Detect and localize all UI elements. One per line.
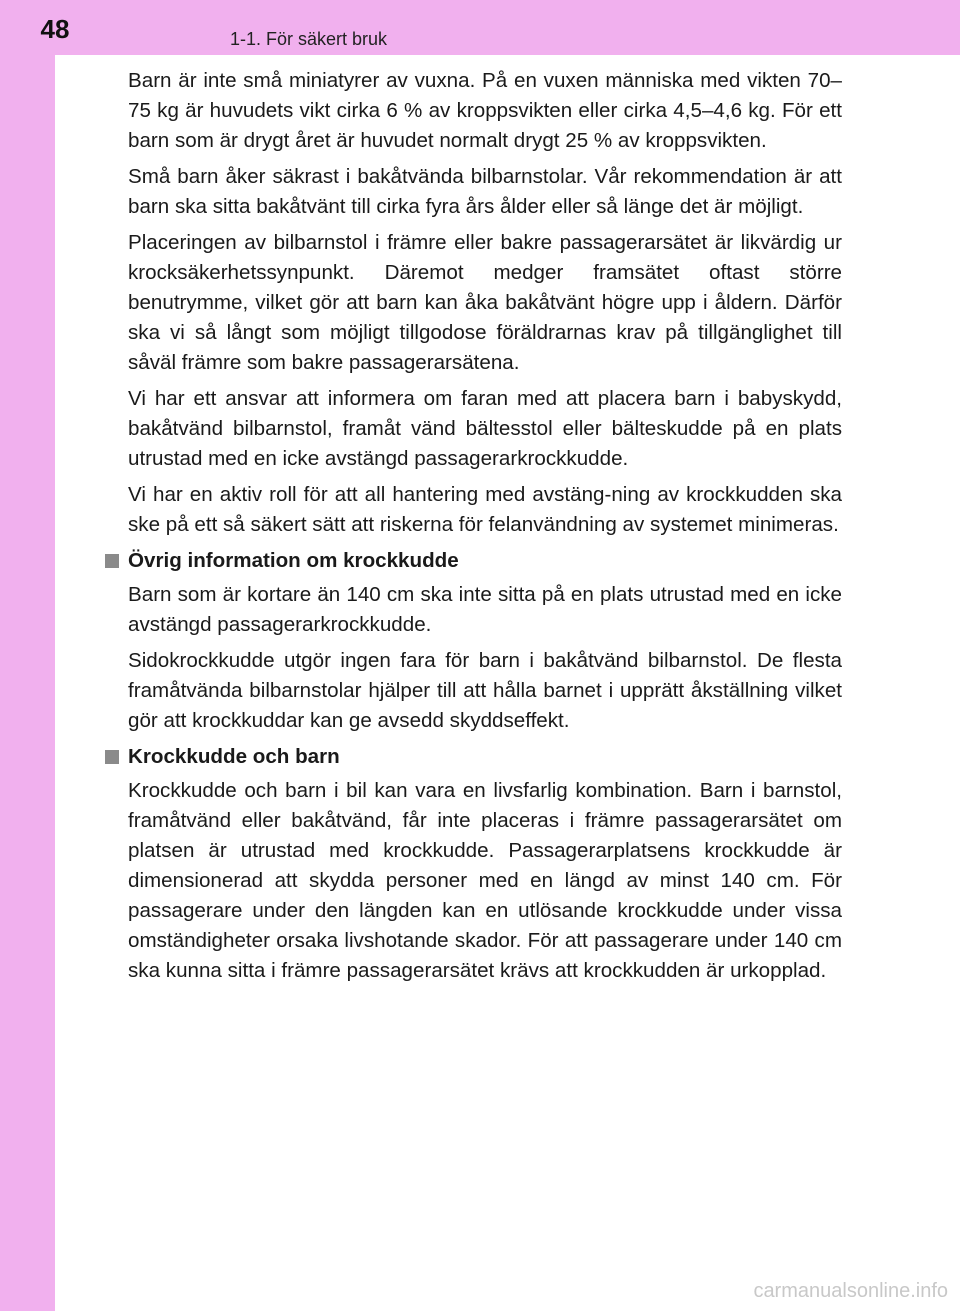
watermark: carmanualsonline.info: [753, 1280, 948, 1302]
page-number: 48: [40, 13, 70, 44]
paragraph: Krockkudde och barn i bil kan vara en livsfarlig kombination. Barn i barnstol, framåtvänd eller bakåtvänd, får inte placeras i främre passagerarsätet om platsen är utrustad med krockkudde. Passagerarplatsens krockkudde är dimensionerad att skydda personer med en längd av minst 140 cm. För passagerare under den längden kan en utlösande krockkudde under vissa omständigheter orsaka livshotande skador. För att passagerare under 140 cm ska kunna sitta i främre passagerarsätet krävs att krockkudden är urkopplad.: [128, 779, 842, 982]
paragraph: Sidokrockkudde utgör ingen fara för barn i bakåtvänd bilbarnstol. De flesta framåtvända bilbarnstolar hjälper till att hålla barnet i upprätt åkställning vilket gör att krockkuddar kan ge avsedd skyddseffekt.: [128, 649, 842, 732]
paragraph: Vi har ett ansvar att informera om faran med att placera barn i babyskydd, bakåtvänd bilbarnstol, framåt vänd bältesstol eller bälteskudde på en plats utrustad med en icke avstängd passagerarkrockkudde.: [128, 387, 842, 470]
paragraph: Barn som är kortare än 140 cm ska inte sitta på en plats utrustad med en icke avstängd passagerarkrockkudde.: [128, 583, 842, 636]
section-heading-text: Krockkudde och barn: [128, 745, 340, 768]
square-bullet-icon: [105, 554, 119, 568]
section-heading-text: Övrig information om krockkudde: [128, 549, 459, 572]
sidebar-band: [0, 0, 55, 1311]
page-header: [55, 0, 960, 57]
paragraph: Placeringen av bilbarnstol i främre eller bakre passagerarsätet är likvärdig ur krocksäkerhetssynpunkt. Däremot medger framsätet oftast större benutrymme, vilket gör att barn kan åka bakåtvänt högre upp i åldern. Därför ska vi så långt som möjligt tillgodose föräldrarnas krav på tillgänglighet till såväl främre som bakre passagerarsätena.: [128, 231, 842, 374]
paragraph: Små barn åker säkrast i bakåtvända bilbarnstolar. Vår rekommendation är att barn ska sitta bakåtvänt till cirka fyra års ålder eller så länge det är möjligt.: [128, 165, 842, 218]
section-heading: [128, 742, 842, 772]
page-content: [128, 66, 842, 992]
chapter-title: 1-1. För säkert bruk: [230, 29, 388, 49]
section-heading: [128, 546, 842, 576]
square-bullet-icon: [105, 750, 119, 764]
paragraph: Vi har en aktiv roll för att all hantering med avstäng-ning av krockkudden ska ske på ett så säkert sätt att riskerna för felanvändning av systemet minimeras.: [128, 483, 842, 536]
paragraph: Barn är inte små miniatyrer av vuxna. På en vuxen människa med vikten 70–75 kg är huvudets vikt cirka 6 % av kroppsvikten eller cirka 4,5–4,6 kg. För ett barn som är drygt året är huvudet normalt drygt 25 % av kroppsvikten.: [128, 69, 842, 152]
